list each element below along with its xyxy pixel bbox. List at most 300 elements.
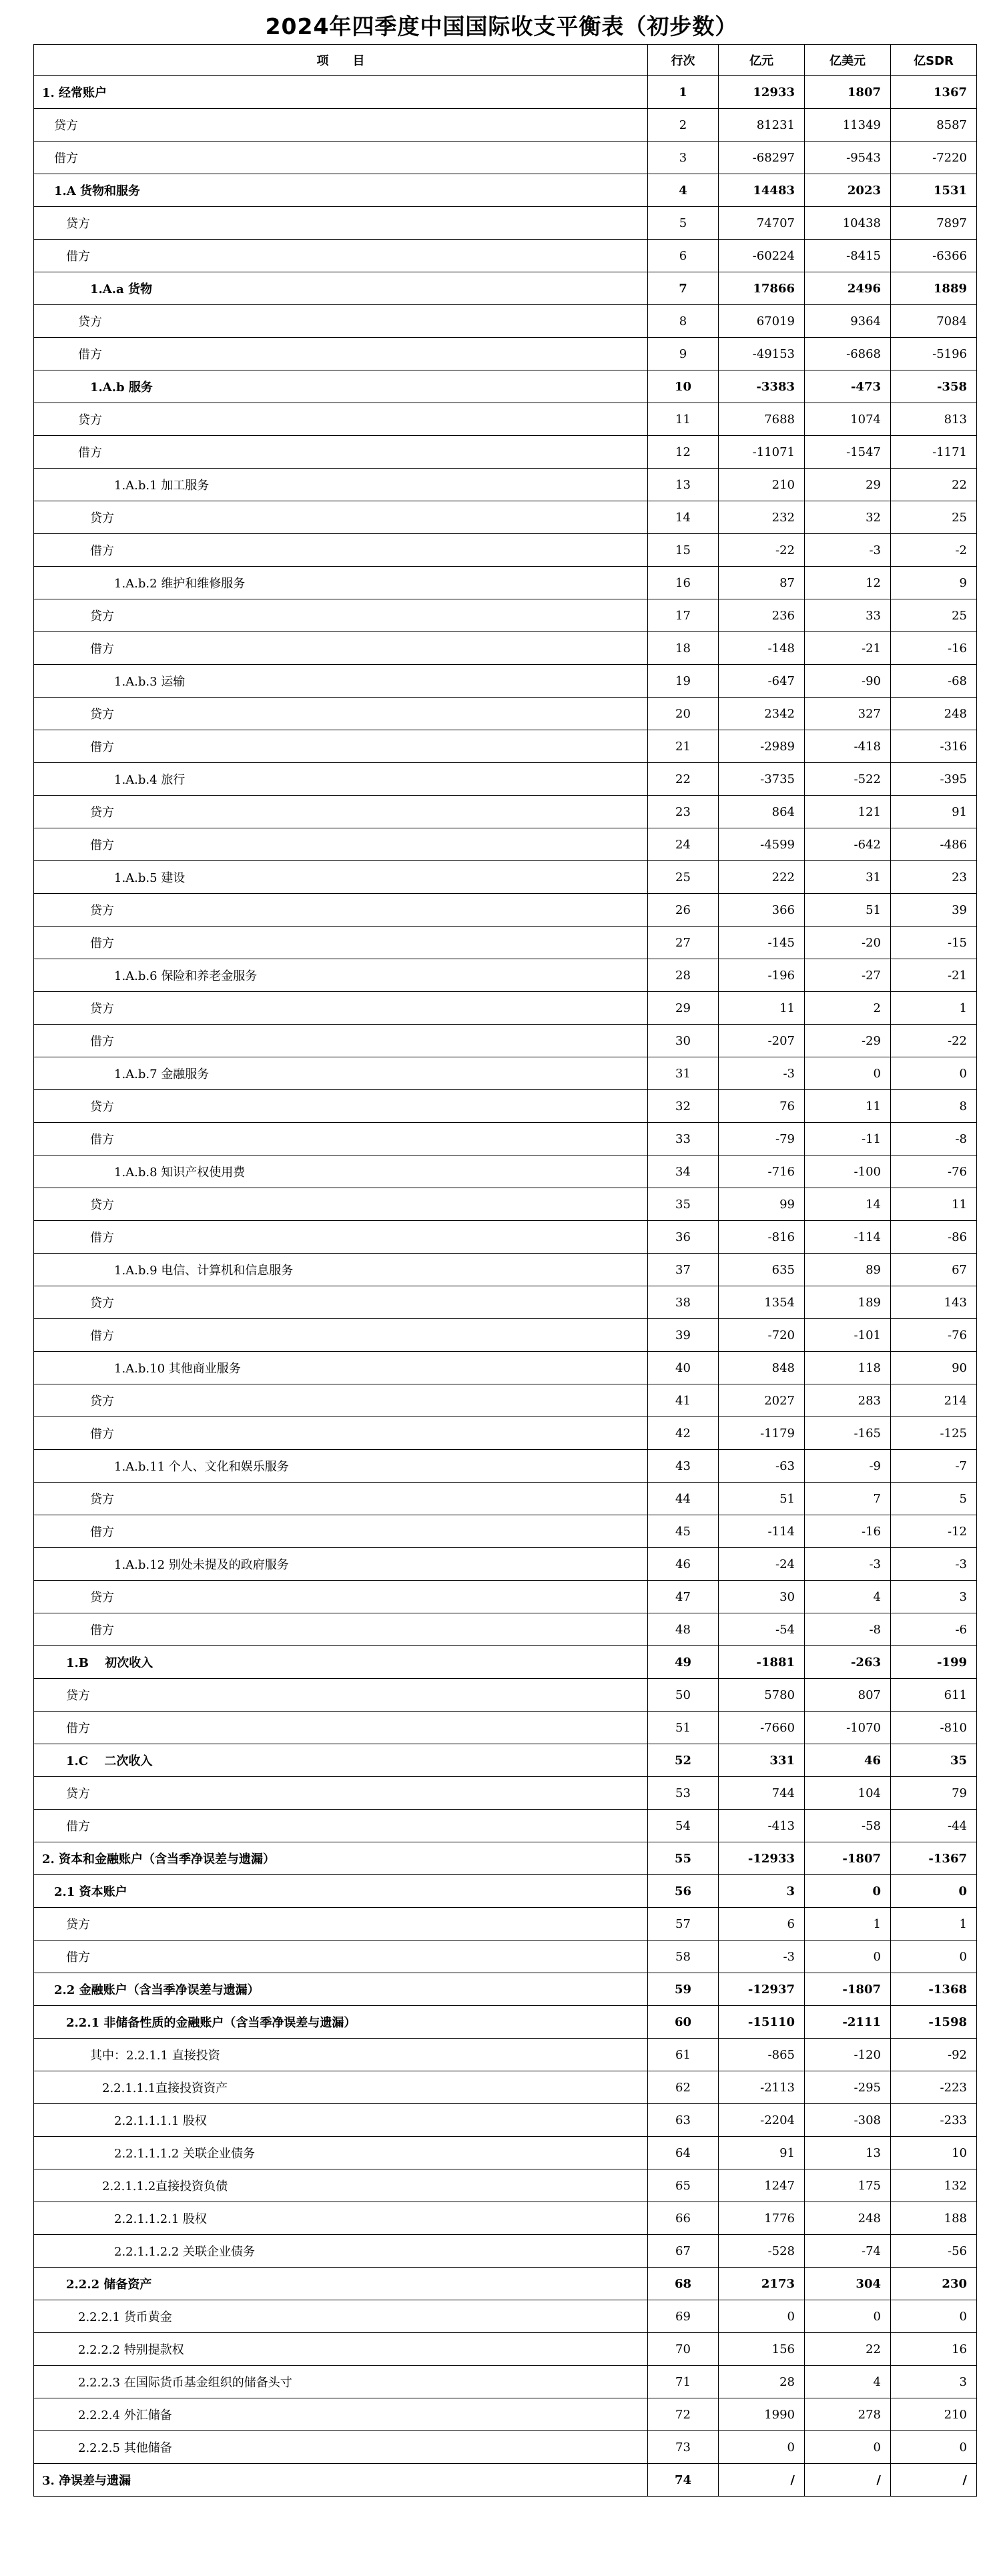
row-value-usd: -1547 (805, 436, 891, 469)
row-label: 借方 (34, 1123, 648, 1155)
row-line-number: 45 (648, 1515, 719, 1548)
table-row (34, 76, 977, 109)
row-value-sdr: -395 (891, 763, 977, 796)
row-line-number: 65 (648, 2169, 719, 2202)
row-value-cny: 232 (719, 501, 805, 534)
row-value-usd: -642 (805, 828, 891, 861)
row-label: 1.B 初次收入 (34, 1646, 648, 1679)
row-label: 1.A.b.2 维护和维修服务 (34, 567, 648, 599)
table-row (34, 796, 977, 828)
row-label: 贷方 (34, 1483, 648, 1515)
row-value-usd: -16 (805, 1515, 891, 1548)
row-value-sdr: 1 (891, 1908, 977, 1941)
row-value-cny: 331 (719, 1744, 805, 1777)
table-row (34, 174, 977, 207)
row-value-usd: -8 (805, 1613, 891, 1646)
row-value-sdr: 8587 (891, 109, 977, 142)
row-value-usd: -295 (805, 2071, 891, 2104)
table-row (34, 370, 977, 403)
row-line-number: 44 (648, 1483, 719, 1515)
table-row (34, 927, 977, 959)
row-value-cny: -1881 (719, 1646, 805, 1679)
row-line-number: 56 (648, 1875, 719, 1908)
row-label: 贷方 (34, 1581, 648, 1613)
row-label: 借方 (34, 1515, 648, 1548)
row-line-number: 59 (648, 1973, 719, 2006)
row-value-sdr: -199 (891, 1646, 977, 1679)
row-label: 贷方 (34, 501, 648, 534)
row-value-cny: -12937 (719, 1973, 805, 2006)
header-line: 行次 (648, 45, 719, 76)
row-value-cny: -79 (719, 1123, 805, 1155)
row-value-cny: 236 (719, 599, 805, 632)
row-value-cny: 2027 (719, 1384, 805, 1417)
row-line-number: 10 (648, 370, 719, 403)
table-row (34, 1548, 977, 1581)
row-value-sdr: 132 (891, 2169, 977, 2202)
row-value-sdr: / (891, 2464, 977, 2497)
row-value-sdr: -21 (891, 959, 977, 992)
row-label: 借方 (34, 1221, 648, 1254)
table-row (34, 2398, 977, 2431)
table-row (34, 1875, 977, 1908)
row-value-cny: 87 (719, 567, 805, 599)
table-row (34, 1188, 977, 1221)
row-value-sdr: 1889 (891, 272, 977, 305)
row-value-usd: -74 (805, 2235, 891, 2268)
row-label: 借方 (34, 1712, 648, 1744)
row-value-sdr: 611 (891, 1679, 977, 1712)
row-value-usd: 121 (805, 796, 891, 828)
row-line-number: 33 (648, 1123, 719, 1155)
row-value-cny: -207 (719, 1025, 805, 1057)
row-value-sdr: -6366 (891, 240, 977, 272)
row-value-sdr: 143 (891, 1286, 977, 1319)
row-value-usd: 104 (805, 1777, 891, 1810)
row-value-sdr: -358 (891, 370, 977, 403)
row-label: 2.2.2.2 特别提款权 (34, 2333, 648, 2366)
row-label: 贷方 (34, 1384, 648, 1417)
row-value-usd: 189 (805, 1286, 891, 1319)
row-value-cny: -3 (719, 1941, 805, 1973)
row-value-sdr: -7 (891, 1450, 977, 1483)
row-value-usd: 2 (805, 992, 891, 1025)
row-value-sdr: -76 (891, 1319, 977, 1352)
row-value-sdr: -22 (891, 1025, 977, 1057)
row-value-cny: -49153 (719, 338, 805, 370)
row-value-cny: -54 (719, 1613, 805, 1646)
row-label: 借方 (34, 1613, 648, 1646)
row-value-usd: 4 (805, 1581, 891, 1613)
row-value-sdr: 22 (891, 469, 977, 501)
row-value-cny: -2989 (719, 730, 805, 763)
row-value-usd: 0 (805, 1057, 891, 1090)
row-label: 借方 (34, 338, 648, 370)
table-row (34, 1810, 977, 1842)
row-value-usd: 0 (805, 1941, 891, 1973)
row-value-cny: 0 (719, 2431, 805, 2464)
row-label: 贷方 (34, 207, 648, 240)
table-row (34, 861, 977, 894)
row-value-sdr: -12 (891, 1515, 977, 1548)
row-line-number: 61 (648, 2039, 719, 2071)
row-value-usd: -1807 (805, 1842, 891, 1875)
row-line-number: 25 (648, 861, 719, 894)
row-value-sdr: 23 (891, 861, 977, 894)
row-value-cny: -2113 (719, 2071, 805, 2104)
row-value-usd: 10438 (805, 207, 891, 240)
row-value-usd: 22 (805, 2333, 891, 2366)
row-line-number: 64 (648, 2137, 719, 2169)
table-row (34, 403, 977, 436)
row-value-cny: 1776 (719, 2202, 805, 2235)
row-value-cny: -413 (719, 1810, 805, 1842)
row-line-number: 47 (648, 1581, 719, 1613)
row-label: 借方 (34, 1025, 648, 1057)
row-label: 1.A.b.10 其他商业服务 (34, 1352, 648, 1384)
table-row (34, 2006, 977, 2039)
row-line-number: 42 (648, 1417, 719, 1450)
row-line-number: 30 (648, 1025, 719, 1057)
row-value-sdr: 8 (891, 1090, 977, 1123)
table-row (34, 1221, 977, 1254)
row-line-number: 28 (648, 959, 719, 992)
row-value-usd: -27 (805, 959, 891, 992)
row-value-cny: -2204 (719, 2104, 805, 2137)
row-line-number: 17 (648, 599, 719, 632)
row-value-sdr: -86 (891, 1221, 977, 1254)
row-value-usd: 46 (805, 1744, 891, 1777)
row-label: 1.A.a 货物 (34, 272, 648, 305)
row-value-cny: -11071 (719, 436, 805, 469)
table-row (34, 1842, 977, 1875)
table-row (34, 1155, 977, 1188)
row-line-number: 4 (648, 174, 719, 207)
table-row (34, 959, 977, 992)
row-value-cny: -3735 (719, 763, 805, 796)
table-row (34, 1581, 977, 1613)
table-row (34, 599, 977, 632)
row-value-cny: / (719, 2464, 805, 2497)
row-value-sdr: -6 (891, 1613, 977, 1646)
row-label: 借方 (34, 730, 648, 763)
row-value-usd: -473 (805, 370, 891, 403)
header-item: 项 目 (34, 45, 648, 76)
row-value-usd: 2496 (805, 272, 891, 305)
row-value-cny: -816 (719, 1221, 805, 1254)
row-value-sdr: 91 (891, 796, 977, 828)
row-label: 贷方 (34, 305, 648, 338)
row-value-cny: 5780 (719, 1679, 805, 1712)
row-line-number: 15 (648, 534, 719, 567)
row-value-sdr: -92 (891, 2039, 977, 2071)
row-value-sdr: 9 (891, 567, 977, 599)
row-value-cny: 2342 (719, 698, 805, 730)
row-value-sdr: 0 (891, 2431, 977, 2464)
row-value-sdr: 0 (891, 1875, 977, 1908)
row-label: 借方 (34, 1810, 648, 1842)
table-row (34, 1450, 977, 1483)
row-value-usd: 32 (805, 501, 891, 534)
table-row (34, 632, 977, 665)
row-line-number: 3 (648, 142, 719, 174)
row-value-cny: 11 (719, 992, 805, 1025)
table-row (34, 534, 977, 567)
row-line-number: 43 (648, 1450, 719, 1483)
row-value-usd: -165 (805, 1417, 891, 1450)
row-line-number: 27 (648, 927, 719, 959)
row-line-number: 69 (648, 2300, 719, 2333)
row-label: 2.2.2.3 在国际货币基金组织的储备头寸 (34, 2366, 648, 2398)
row-value-usd: 12 (805, 567, 891, 599)
table-row (34, 1744, 977, 1777)
table-body (34, 76, 977, 2497)
row-line-number: 19 (648, 665, 719, 698)
table-row (34, 305, 977, 338)
table-row (34, 1057, 977, 1090)
row-value-usd: -308 (805, 2104, 891, 2137)
row-line-number: 22 (648, 763, 719, 796)
table-row (34, 1515, 977, 1548)
row-value-cny: 222 (719, 861, 805, 894)
row-value-sdr: -16 (891, 632, 977, 665)
row-value-sdr: 1367 (891, 76, 977, 109)
row-value-sdr: 210 (891, 2398, 977, 2431)
row-value-cny: 51 (719, 1483, 805, 1515)
row-value-cny: -68297 (719, 142, 805, 174)
row-value-usd: 118 (805, 1352, 891, 1384)
row-label: 借方 (34, 632, 648, 665)
table-row (34, 1025, 977, 1057)
row-value-usd: 1074 (805, 403, 891, 436)
row-label: 贷方 (34, 1777, 648, 1810)
row-value-usd: -6868 (805, 338, 891, 370)
row-label: 1.A.b.5 建设 (34, 861, 648, 894)
row-line-number: 66 (648, 2202, 719, 2235)
row-value-cny: -528 (719, 2235, 805, 2268)
row-label: 1.A.b.9 电信、计算机和信息服务 (34, 1254, 648, 1286)
row-value-cny: -24 (719, 1548, 805, 1581)
header-cny: 亿元 (719, 45, 805, 76)
row-line-number: 8 (648, 305, 719, 338)
row-line-number: 37 (648, 1254, 719, 1286)
row-value-cny: -22 (719, 534, 805, 567)
row-label: 借方 (34, 927, 648, 959)
row-label: 2.2.2.1 货币黄金 (34, 2300, 648, 2333)
row-label: 1.A.b.3 运输 (34, 665, 648, 698)
row-value-usd: 807 (805, 1679, 891, 1712)
table-row (34, 338, 977, 370)
table-row (34, 567, 977, 599)
row-value-usd: -29 (805, 1025, 891, 1057)
table-row (34, 1973, 977, 2006)
table-row (34, 1908, 977, 1941)
table-row (34, 1679, 977, 1712)
row-value-cny: 6 (719, 1908, 805, 1941)
row-label: 借方 (34, 1941, 648, 1973)
table-row (34, 2333, 977, 2366)
row-line-number: 36 (648, 1221, 719, 1254)
row-value-usd: 304 (805, 2268, 891, 2300)
row-label: 借方 (34, 534, 648, 567)
table-row (34, 763, 977, 796)
row-value-cny: 7688 (719, 403, 805, 436)
table-row (34, 436, 977, 469)
row-value-usd: -20 (805, 927, 891, 959)
row-value-sdr: 67 (891, 1254, 977, 1286)
row-label: 1.A.b.1 加工服务 (34, 469, 648, 501)
row-value-usd: 0 (805, 2300, 891, 2333)
row-value-cny: 99 (719, 1188, 805, 1221)
row-line-number: 38 (648, 1286, 719, 1319)
row-value-sdr: 0 (891, 2300, 977, 2333)
row-value-cny: 28 (719, 2366, 805, 2398)
table-row (34, 1319, 977, 1352)
table-row (34, 1712, 977, 1744)
table-row (34, 828, 977, 861)
row-line-number: 62 (648, 2071, 719, 2104)
row-label: 其中：2.2.1.1 直接投资 (34, 2039, 648, 2071)
header-row (34, 45, 977, 76)
row-line-number: 53 (648, 1777, 719, 1810)
row-value-sdr: -44 (891, 1810, 977, 1842)
row-value-usd: -263 (805, 1646, 891, 1679)
row-value-cny: -63 (719, 1450, 805, 1483)
row-label: 2.2.1.1.1.2 关联企业债务 (34, 2137, 648, 2169)
row-value-cny: 76 (719, 1090, 805, 1123)
row-label: 2.2 金融账户（含当季净误差与遗漏） (34, 1973, 648, 2006)
row-line-number: 32 (648, 1090, 719, 1123)
row-line-number: 24 (648, 828, 719, 861)
row-value-sdr: -1367 (891, 1842, 977, 1875)
row-value-usd: -90 (805, 665, 891, 698)
row-label: 1.A.b.11 个人、文化和娱乐服务 (34, 1450, 648, 1483)
row-value-usd: -11 (805, 1123, 891, 1155)
row-value-usd: 2023 (805, 174, 891, 207)
row-value-sdr: 0 (891, 1057, 977, 1090)
row-value-usd: 9364 (805, 305, 891, 338)
row-value-cny: -3 (719, 1057, 805, 1090)
row-line-number: 29 (648, 992, 719, 1025)
row-label: 2.2.2.4 外汇储备 (34, 2398, 648, 2431)
row-line-number: 14 (648, 501, 719, 534)
table-row (34, 894, 977, 927)
row-value-usd: 7 (805, 1483, 891, 1515)
row-value-cny: 2173 (719, 2268, 805, 2300)
row-value-cny: 91 (719, 2137, 805, 2169)
row-value-sdr: -56 (891, 2235, 977, 2268)
row-value-usd: 33 (805, 599, 891, 632)
row-value-cny: 744 (719, 1777, 805, 1810)
row-value-sdr: 7084 (891, 305, 977, 338)
row-label: 借方 (34, 436, 648, 469)
row-value-usd: 1807 (805, 76, 891, 109)
row-line-number: 21 (648, 730, 719, 763)
row-line-number: 11 (648, 403, 719, 436)
row-value-sdr: -233 (891, 2104, 977, 2137)
row-value-sdr: -15 (891, 927, 977, 959)
row-value-sdr: 10 (891, 2137, 977, 2169)
table-row (34, 2202, 977, 2235)
row-line-number: 26 (648, 894, 719, 927)
table-row (34, 1483, 977, 1515)
row-line-number: 54 (648, 1810, 719, 1842)
row-value-cny: 1990 (719, 2398, 805, 2431)
row-value-sdr: -125 (891, 1417, 977, 1450)
row-value-sdr: 1531 (891, 174, 977, 207)
row-value-cny: 67019 (719, 305, 805, 338)
row-value-sdr: 7897 (891, 207, 977, 240)
table-row (34, 2300, 977, 2333)
row-value-sdr: -7220 (891, 142, 977, 174)
row-value-cny: -148 (719, 632, 805, 665)
row-label: 1.A 货物和服务 (34, 174, 648, 207)
row-value-usd: -8415 (805, 240, 891, 272)
row-value-cny: 3 (719, 1875, 805, 1908)
row-value-sdr: -3 (891, 1548, 977, 1581)
row-value-sdr: -1171 (891, 436, 977, 469)
row-value-sdr: 5 (891, 1483, 977, 1515)
row-value-usd: -101 (805, 1319, 891, 1352)
row-value-cny: 0 (719, 2300, 805, 2333)
row-line-number: 46 (648, 1548, 719, 1581)
row-value-cny: 864 (719, 796, 805, 828)
table-row (34, 1090, 977, 1123)
row-value-usd: 248 (805, 2202, 891, 2235)
table-row (34, 1646, 977, 1679)
row-value-sdr: 214 (891, 1384, 977, 1417)
row-value-usd: 14 (805, 1188, 891, 1221)
row-value-sdr: 90 (891, 1352, 977, 1384)
row-value-cny: 14483 (719, 174, 805, 207)
row-line-number: 57 (648, 1908, 719, 1941)
row-value-cny: -3383 (719, 370, 805, 403)
row-value-usd: 29 (805, 469, 891, 501)
table-row (34, 2235, 977, 2268)
row-value-sdr: 248 (891, 698, 977, 730)
bop-table (33, 44, 977, 2497)
row-value-sdr: 0 (891, 1941, 977, 1973)
table-row (34, 2039, 977, 2071)
row-line-number: 7 (648, 272, 719, 305)
row-value-usd: 0 (805, 1875, 891, 1908)
row-value-sdr: -1368 (891, 1973, 977, 2006)
row-label: 2.1 资本账户 (34, 1875, 648, 1908)
row-line-number: 40 (648, 1352, 719, 1384)
row-value-usd: -9543 (805, 142, 891, 174)
table-row (34, 2169, 977, 2202)
row-label: 2.2.1.1.1直接投资资产 (34, 2071, 648, 2104)
row-value-usd: -100 (805, 1155, 891, 1188)
table-row (34, 240, 977, 272)
table-row (34, 142, 977, 174)
row-label: 1.A.b.4 旅行 (34, 763, 648, 796)
row-label: 1.A.b 服务 (34, 370, 648, 403)
row-label: 1.A.b.6 保险和养老金服务 (34, 959, 648, 992)
row-line-number: 72 (648, 2398, 719, 2431)
table-row (34, 698, 977, 730)
row-value-usd: 31 (805, 861, 891, 894)
row-label: 贷方 (34, 1188, 648, 1221)
table-row (34, 1123, 977, 1155)
table-row (34, 2366, 977, 2398)
row-value-usd: 175 (805, 2169, 891, 2202)
row-label: 贷方 (34, 894, 648, 927)
row-value-sdr: -8 (891, 1123, 977, 1155)
row-label: 贷方 (34, 1908, 648, 1941)
row-value-sdr: 39 (891, 894, 977, 927)
row-value-usd: -3 (805, 1548, 891, 1581)
